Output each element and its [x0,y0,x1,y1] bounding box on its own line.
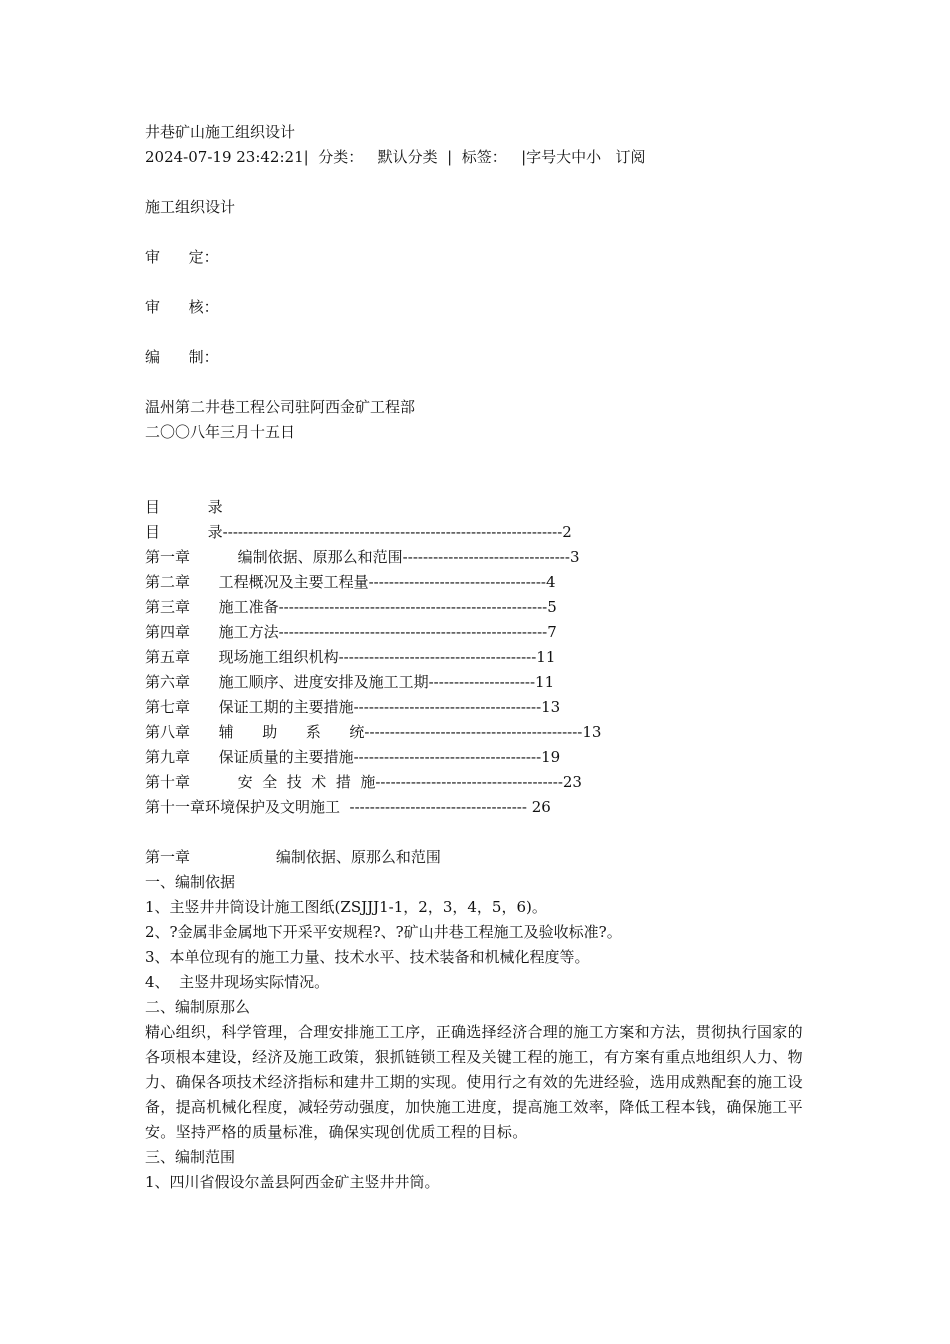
toc-entry: 第五章 现场施工组织机构---------------------------------------11 [145,648,556,666]
organization-name: 温州第二井巷工程公司驻阿西金矿工程部 [145,398,416,416]
article-title: 井巷矿山施工组织设计 [145,123,296,141]
toc-entry: 第七章 保证工期的主要措施-------------------------------------13 [145,698,561,716]
principles-paragraph: 精心组织，科学管理，合理安排施工工序，正确选择经济合理的施工方案和方法，贯彻执行国家的各项根本建设，经济及施工政策，狠抓链锁工程及关键工程的施工，有方案有重点地组织人力、物力、确保各项技术经济指标和建井工期的实现。使用行之有效的先进经验，选用成熟配套的施工设备，提高机械化程度，减轻劳动强度，加快施工进度，提高施工效率，降低工程本钱，确保施工平安。坚持严格的质量标准，确保实现创优质工程的目标。 [145,1023,803,1141]
toc-entry: 第十章 安 全 技 术 措 施-------------------------------------23 [145,773,582,791]
toc-heading: 目 录 [145,498,223,516]
article-timestamp: 2024-07-19 23:42:21| [145,148,309,166]
document-date: 二〇〇八年三月十五日 [145,423,296,441]
toc-entry: 第九章 保证质量的主要措施-------------------------------------19 [145,748,561,766]
list-item: 4、 主竖井现场实际情况。 [145,973,330,991]
list-item: 3、本单位现有的施工力量、技术水平、技术装备和机械化程度等。 [145,948,590,966]
meta-separator: | [447,148,453,166]
toc-entry: 第六章 施工顺序、进度安排及施工工期---------------------11 [145,673,555,691]
toc-entry: 第十一章环境保护及文明施工 ----------------------------------- 26 [145,798,551,816]
section-title: 三、编制范围 [145,1148,236,1166]
signature-compile: 编 制： [145,348,219,366]
document-page [145,120,810,1195]
category-link[interactable]: 默认分类 [377,148,438,166]
section-title: 一、编制依据 [145,873,236,891]
toc-entry: 第八章 辅 助 系 统-------------------------------------------13 [145,723,602,741]
doc-title: 施工组织设计 [145,198,236,216]
signature-approve: 审 定： [145,248,219,266]
signature-review: 审 核： [145,298,219,316]
list-item: 1、主竖井井筒设计施工图纸(ZSJJJ1-1，2，3，4，5，6)。 [145,898,547,916]
subscribe-link[interactable]: 订阅 [615,148,646,166]
toc-entry: 第四章 施工方法-----------------------------------------------------7 [145,623,557,641]
toc-entry: 第一章 编制依据、原那么和范围---------------------------------3 [145,548,580,566]
list-item: 1、四川省假设尔盖县阿西金矿主竖井井筒。 [145,1173,440,1191]
section-title: 二、编制原那么 [145,998,251,1016]
toc-entry: 第二章 工程概况及主要工程量-----------------------------------4 [145,573,556,591]
tags-label: 标签： [461,148,507,166]
category-label: 分类： [318,148,364,166]
article-meta [145,145,810,170]
toc-entry: 第三章 施工准备-----------------------------------------------------5 [145,598,557,616]
list-item: 2、?金属非金属地下开采平安规程?、?矿山井巷工程施工及验收标准?。 [145,923,622,941]
toc-entry: 目 录-------------------------------------------------------------------2 [145,523,572,541]
font-size-control[interactable]: |字号大中小 [521,148,602,166]
chapter-heading: 第一章 编制依据、原那么和范围 [145,848,441,866]
